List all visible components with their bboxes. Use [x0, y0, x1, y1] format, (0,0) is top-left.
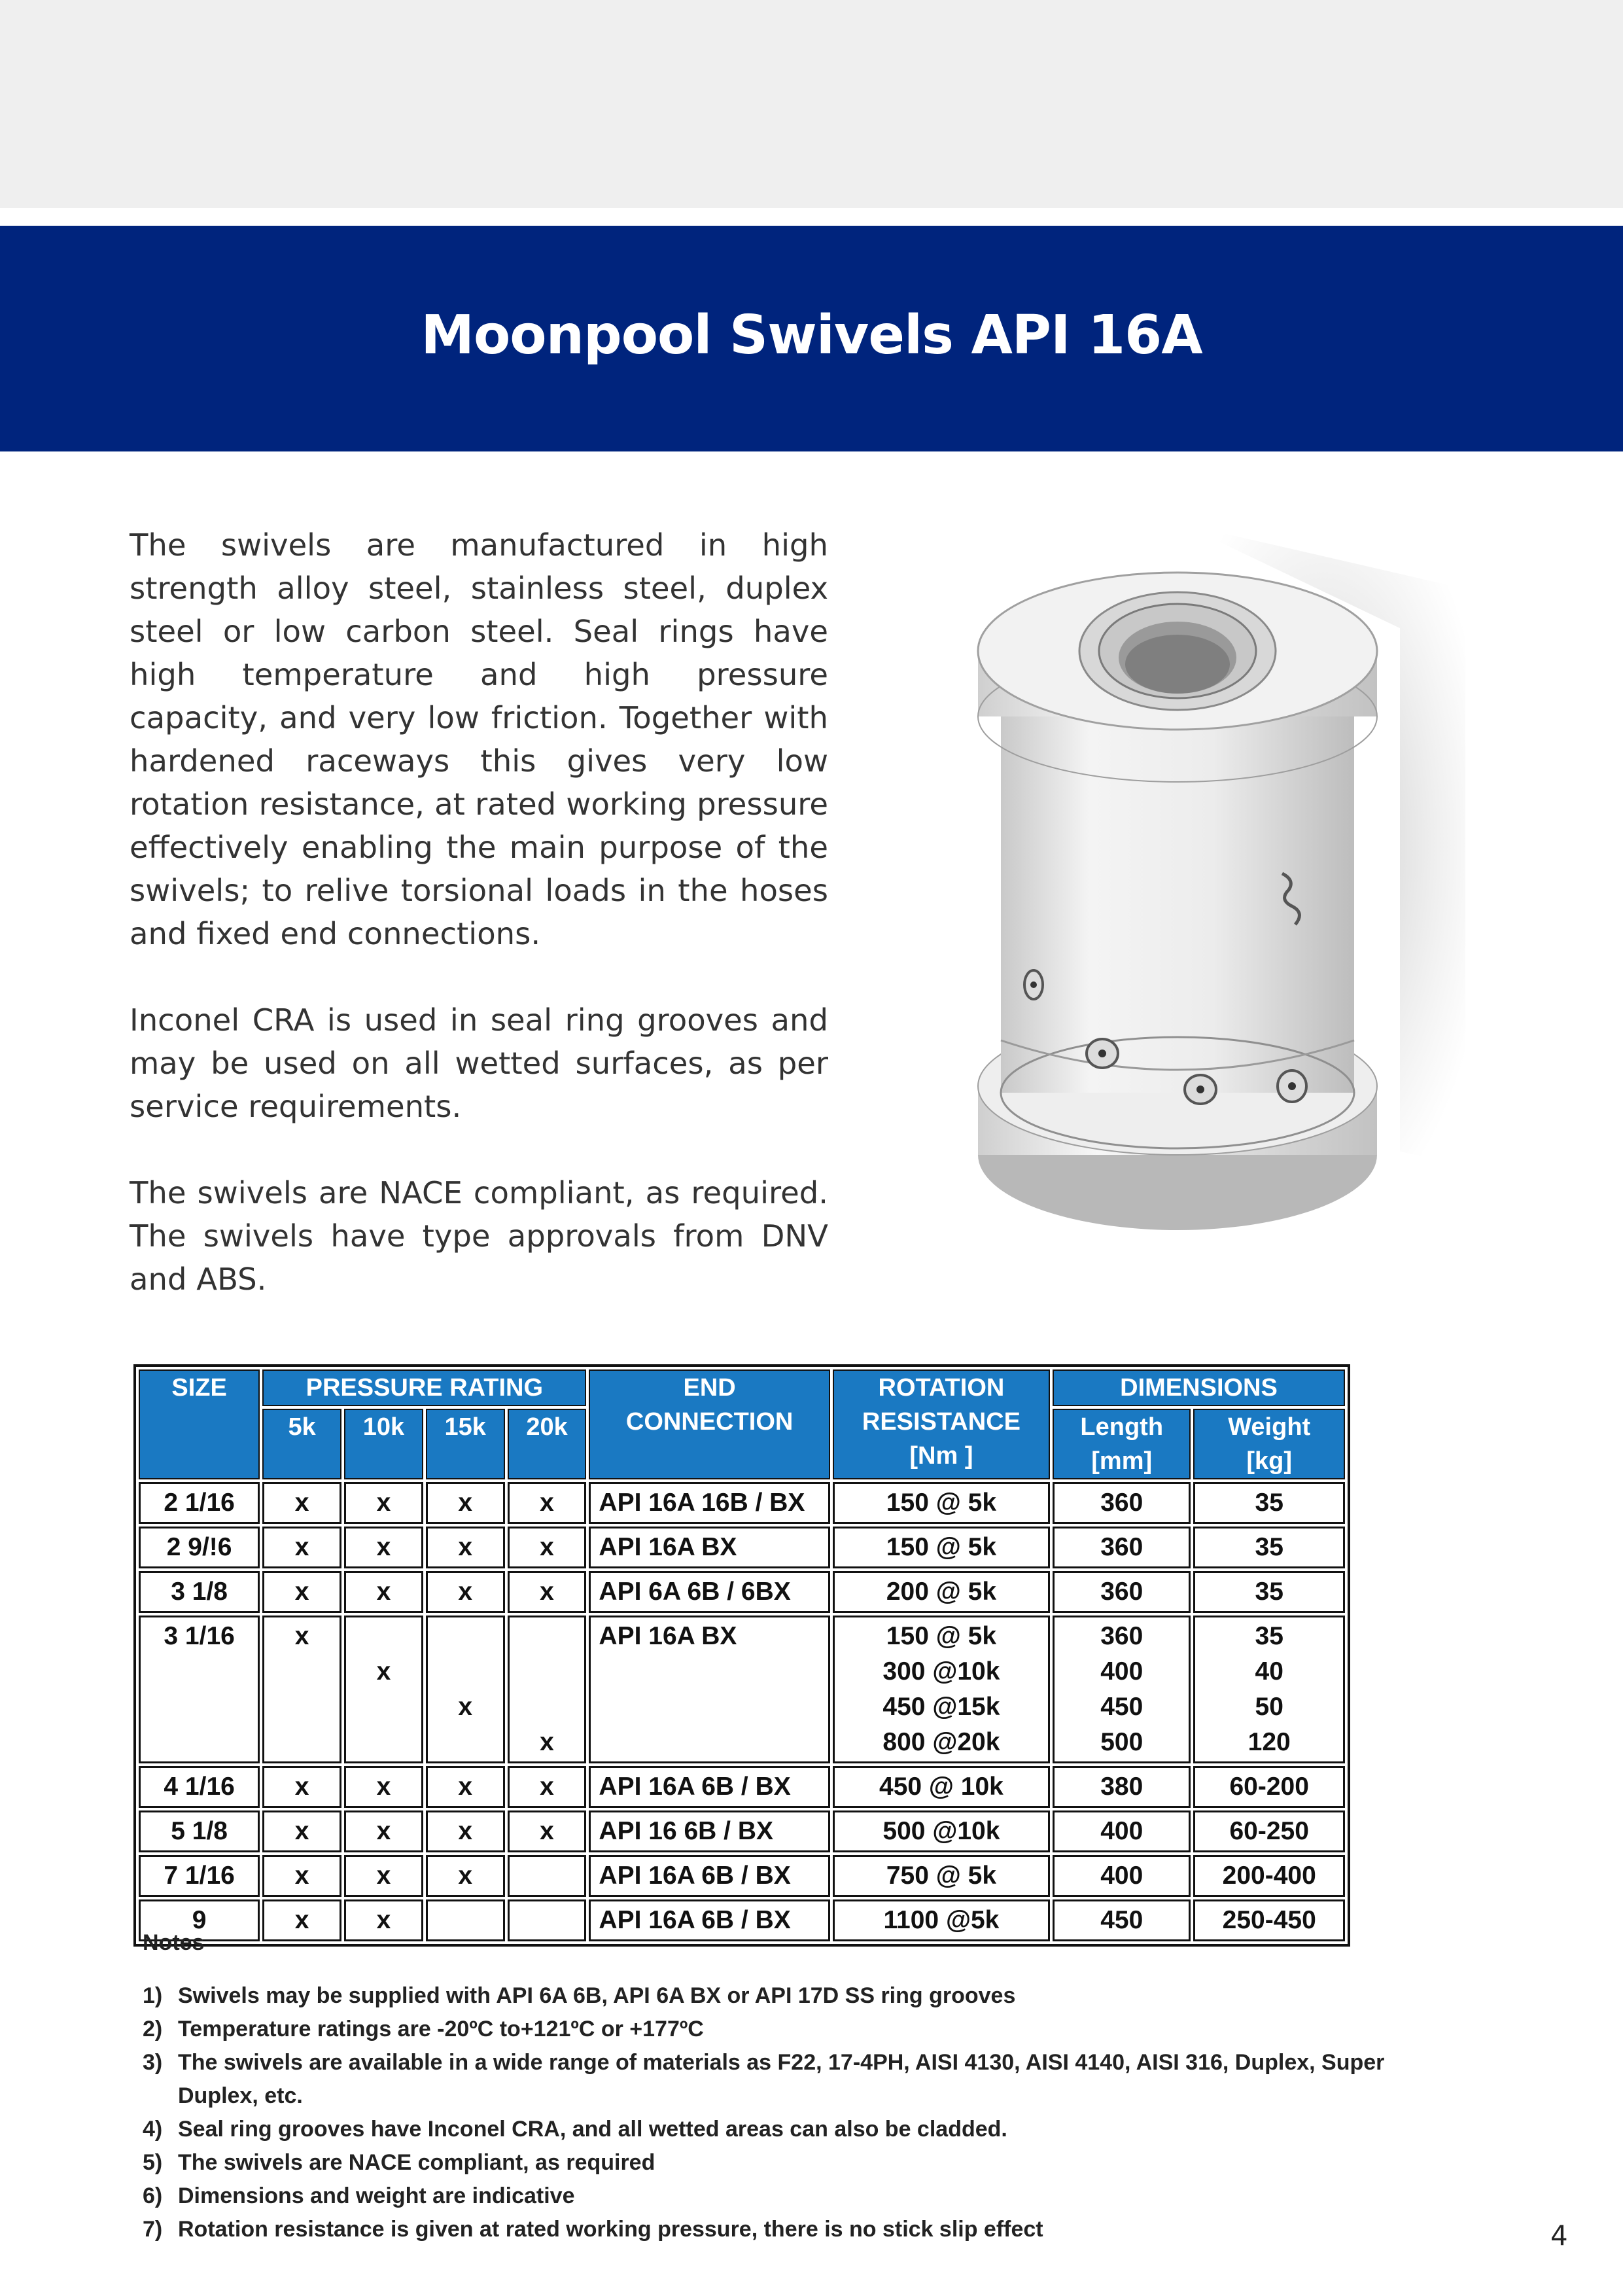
- cell-size: 3 1/16: [139, 1616, 260, 1763]
- header-length: Length [mm]: [1053, 1409, 1191, 1479]
- cell-rotation: 750 @ 5k: [833, 1855, 1050, 1897]
- cell-length: 400: [1053, 1855, 1191, 1897]
- cell-length: 450: [1053, 1899, 1191, 1941]
- cell-weight: 200-400: [1193, 1855, 1345, 1897]
- header-5k: 5k: [262, 1409, 341, 1479]
- cell-length: 400: [1053, 1810, 1191, 1852]
- table-row: [139, 1810, 1345, 1852]
- cell-weight: 35: [1193, 1571, 1345, 1613]
- cell-weight: 60-200: [1193, 1766, 1345, 1808]
- notes-list: [143, 1979, 1386, 2246]
- cell-5k: x: [262, 1527, 341, 1568]
- page-title: Moonpool Swivels API 16A: [421, 304, 1202, 366]
- note-item: 7) Rotation resistance is given at rated working pressure, there is no stick slip effect: [143, 2217, 1043, 2242]
- cell-size: 9: [139, 1899, 260, 1941]
- cell-length: 360: [1053, 1571, 1191, 1613]
- header-rotation-resistance: ROTATION RESISTANCE [Nm ]: [833, 1369, 1050, 1479]
- notes-section: [143, 1930, 1386, 2246]
- note-item: 3) The swivels are available in a wide range of materials as F22, 17-4PH, AISI 4130, AISI 4140, AISI 316, Duplex, Super Duplex, etc.: [143, 2050, 1385, 2108]
- cell-5k: x: [262, 1482, 341, 1524]
- cell-10k: x: [344, 1616, 423, 1763]
- cell-5k: x: [262, 1571, 341, 1613]
- cell-20k: x: [508, 1571, 587, 1613]
- cell-10k: x: [344, 1810, 423, 1852]
- cell-rotation: 450 @ 10k: [833, 1766, 1050, 1808]
- note-item: 5) The swivels are NACE compliant, as required: [143, 2150, 655, 2175]
- intro-text: [130, 523, 828, 1301]
- header-15k: 15k: [426, 1409, 505, 1479]
- cell-10k: x: [344, 1766, 423, 1808]
- cell-size: 2 9/!6: [139, 1527, 260, 1568]
- cell-length: 360 400 450 500: [1053, 1616, 1191, 1763]
- cell-15k: x: [426, 1810, 505, 1852]
- cell-weight: 35 40 50 120: [1193, 1616, 1345, 1763]
- cell-rotation: 1100 @5k: [833, 1899, 1050, 1941]
- cell-20k: x: [508, 1766, 587, 1808]
- cell-20k: [508, 1855, 587, 1897]
- note-item: 4) Seal ring grooves have Inconel CRA, and all wetted areas can also be cladded.: [143, 2117, 1007, 2142]
- table-row: [139, 1482, 1345, 1524]
- cell-weight: 35: [1193, 1527, 1345, 1568]
- table-row: [139, 1527, 1345, 1568]
- cell-15k: x: [426, 1571, 505, 1613]
- cell-rotation: 150 @ 5k: [833, 1482, 1050, 1524]
- cell-10k: x: [344, 1899, 423, 1941]
- cell-length: 360: [1053, 1482, 1191, 1524]
- cell-weight: 250-450: [1193, 1899, 1345, 1941]
- header-size: SIZE: [139, 1369, 260, 1479]
- header-20k: 20k: [508, 1409, 587, 1479]
- table-row: [139, 1855, 1345, 1897]
- cell-5k: x: [262, 1766, 341, 1808]
- swivel-product-image: [942, 510, 1478, 1296]
- cell-rotation: 150 @ 5k: [833, 1527, 1050, 1568]
- top-band: [0, 0, 1623, 208]
- cell-20k: x: [508, 1527, 587, 1568]
- cell-15k: x: [426, 1616, 505, 1763]
- cell-5k: x: [262, 1616, 341, 1763]
- cell-20k: x: [508, 1616, 587, 1763]
- cell-15k: x: [426, 1527, 505, 1568]
- cell-15k: x: [426, 1482, 505, 1524]
- title-banner: [0, 226, 1623, 451]
- cell-10k: x: [344, 1855, 423, 1897]
- cell-size: 2 1/16: [139, 1482, 260, 1524]
- note-item: 2) Temperature ratings are -20ºC to+121ºC or +177ºC: [143, 2017, 704, 2041]
- cell-10k: x: [344, 1527, 423, 1568]
- note-item: 6) Dimensions and weight are indicative: [143, 2183, 575, 2208]
- intro-paragraph: The swivels are manufactured in high strength alloy steel, stainless steel, duplex steel or low carbon steel. Seal rings have high temperature and high pressure capacity, and very low friction. Together with hardened raceways this gives very low rotation resistance, at rated working pressure effectively enabling the main purpose of the swivels; to relive torsional loads in the hoses and fixed end connections.: [130, 527, 828, 951]
- notes-title: Notes: [143, 1930, 205, 1955]
- header-end-connection: END CONNECTION: [589, 1369, 829, 1479]
- cell-end-connection: API 6A 6B / 6BX: [589, 1571, 829, 1613]
- cell-end-connection: API 16A 16B / BX: [589, 1482, 829, 1524]
- cell-end-connection: API 16A 6B / BX: [589, 1766, 829, 1808]
- cell-size: 7 1/16: [139, 1855, 260, 1897]
- cell-5k: x: [262, 1855, 341, 1897]
- cell-size: 4 1/16: [139, 1766, 260, 1808]
- cell-rotation: 200 @ 5k: [833, 1571, 1050, 1613]
- table-row: [139, 1766, 1345, 1808]
- cell-end-connection: API 16A 6B / BX: [589, 1855, 829, 1897]
- cell-end-connection: API 16 6B / BX: [589, 1810, 829, 1852]
- intro-paragraph: Inconel CRA is used in seal ring grooves and may be used on all wetted surfaces, as per service requirements.: [130, 1002, 828, 1124]
- spec-table: [133, 1364, 1350, 1947]
- page-number: 4: [1550, 2219, 1568, 2252]
- note-item: 1) Swivels may be supplied with API 6A 6B, API 6A BX or API 17D SS ring grooves: [143, 1983, 1016, 2008]
- header-10k: 10k: [344, 1409, 423, 1479]
- cell-weight: 60-250: [1193, 1810, 1345, 1852]
- table-row: [139, 1571, 1345, 1613]
- header-weight: Weight [kg]: [1193, 1409, 1345, 1479]
- cell-10k: x: [344, 1482, 423, 1524]
- cell-end-connection: API 16A BX: [589, 1616, 829, 1763]
- cell-20k: x: [508, 1810, 587, 1852]
- cell-15k: x: [426, 1766, 505, 1808]
- cell-size: 3 1/8: [139, 1571, 260, 1613]
- cell-length: 360: [1053, 1527, 1191, 1568]
- cell-rotation: 150 @ 5k 300 @10k 450 @15k 800 @20k: [833, 1616, 1050, 1763]
- table-row: [139, 1616, 1345, 1763]
- intro-paragraph: The swivels are NACE compliant, as required. The swivels have type approvals from DNV and ABS.: [130, 1175, 828, 1297]
- cell-20k: x: [508, 1482, 587, 1524]
- cell-weight: 35: [1193, 1482, 1345, 1524]
- cell-end-connection: API 16A 6B / BX: [589, 1899, 829, 1941]
- cell-15k: x: [426, 1855, 505, 1897]
- cell-10k: x: [344, 1571, 423, 1613]
- cell-5k: x: [262, 1810, 341, 1852]
- cell-rotation: 500 @10k: [833, 1810, 1050, 1852]
- header-dimensions: DIMENSIONS: [1053, 1369, 1345, 1406]
- header-pressure-rating: PRESSURE RATING: [262, 1369, 586, 1406]
- cell-5k: x: [262, 1899, 341, 1941]
- cell-size: 5 1/8: [139, 1810, 260, 1852]
- cell-end-connection: API 16A BX: [589, 1527, 829, 1568]
- cell-length: 380: [1053, 1766, 1191, 1808]
